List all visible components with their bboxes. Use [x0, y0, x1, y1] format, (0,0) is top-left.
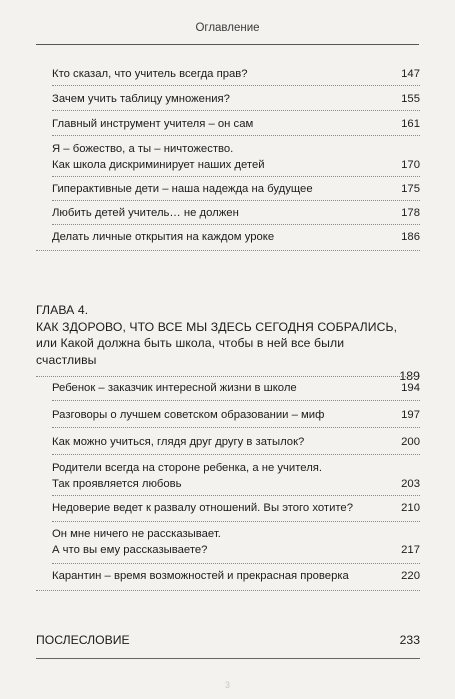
toc-entry[interactable] [52, 460, 420, 492]
header-rule [36, 44, 419, 45]
chapter-label: ГЛАВА 4. [36, 303, 89, 317]
toc-entry[interactable] [52, 181, 420, 197]
toc-entry[interactable] [52, 526, 420, 558]
afterword-page: 233 [399, 633, 420, 647]
section-divider [36, 590, 420, 591]
entry-title: Ребенок – заказчик интересной жизни в школе [52, 382, 297, 394]
toc-entry[interactable] [52, 66, 420, 82]
entry-page: 147 [401, 68, 420, 80]
entry-page: 217 [401, 544, 420, 556]
chapter-title-line: или Какой должна быть школа, чтобы в ней все были [36, 336, 345, 350]
entry-title-line: Он мне ничего не рассказывает. [52, 528, 221, 540]
entry-divider [52, 427, 420, 428]
entry-page: 170 [401, 159, 420, 171]
footer-rule [36, 658, 420, 659]
section-divider [36, 250, 420, 251]
entry-divider [52, 110, 420, 111]
entry-title-line: Я – божество, а ты – ничтожество. [52, 143, 234, 155]
chapter-heading[interactable] [36, 302, 420, 385]
toc-entry[interactable] [52, 434, 420, 450]
section-divider [36, 376, 420, 377]
toc-entry[interactable] [52, 500, 420, 516]
entry-divider [52, 135, 420, 136]
toc-entry[interactable] [52, 91, 420, 107]
entry-divider [52, 200, 420, 201]
toc-entry[interactable] [52, 380, 420, 396]
entry-divider [52, 85, 420, 86]
entry-page: 186 [401, 231, 420, 243]
entry-page: 178 [401, 207, 420, 219]
toc-entry[interactable] [52, 229, 420, 245]
entry-title-line: Так проявляется любовь [52, 478, 182, 490]
entry-title: Разговоры о лучшем советском образовании – миф [52, 409, 325, 421]
entry-page: 155 [401, 93, 420, 105]
page-number: 3 [224, 680, 230, 690]
entry-divider [52, 454, 420, 455]
entry-title: Как можно учиться, глядя друг другу в затылок? [52, 436, 305, 448]
afterword-title: ПОСЛЕСЛОВИЕ [36, 633, 130, 647]
entry-divider [52, 176, 420, 177]
entry-page: 194 [401, 382, 420, 394]
entry-page: 161 [401, 118, 420, 130]
toc-entry[interactable] [52, 205, 420, 221]
entry-page: 203 [401, 478, 420, 490]
toc-entry[interactable] [52, 116, 420, 132]
entry-title: Кто сказал, что учитель всегда прав? [52, 68, 248, 80]
entry-title-line: Родители всегда на стороне ребенка, а не учителя. [52, 462, 323, 474]
entry-title: Гиперактивные дети – наша надежда на будущее [52, 183, 313, 195]
entry-page: 197 [401, 409, 420, 421]
entry-divider [52, 495, 420, 496]
entry-page: 200 [401, 436, 420, 448]
entry-title: Недоверие ведет к развалу отношений. Вы этого хотите? [52, 502, 353, 514]
chapter-title-line: КАК ЗДОРОВО, ЧТО ВСЕ МЫ ЗДЕСЬ СЕГОДНЯ СОБРАЛИСЬ, [36, 319, 398, 334]
toc-entry[interactable] [52, 407, 420, 423]
entry-page: 175 [401, 183, 420, 195]
entry-divider [52, 400, 420, 401]
entry-title-line: А что вы ему рассказываете? [52, 544, 208, 556]
entry-title-line: Как школа дискриминирует наших детей [52, 159, 265, 171]
entry-divider [52, 224, 420, 225]
entry-title: Карантин – время возможностей и прекрасная проверка [52, 570, 349, 582]
chapter-page: 189 [399, 369, 420, 383]
entry-title: Делать личные открытия на каждом уроке [52, 231, 275, 243]
entry-page: 220 [401, 570, 420, 582]
entry-title: Главный инструмент учителя – он сам [52, 118, 254, 130]
toc-entry[interactable] [52, 141, 420, 173]
entry-page: 210 [401, 502, 420, 514]
entry-divider [52, 563, 420, 564]
entry-title: Зачем учить таблицу умножения? [52, 93, 230, 105]
running-head: Оглавление [195, 22, 260, 34]
toc-entry[interactable] [52, 568, 420, 584]
entry-title: Любить детей учитель… не должен [52, 207, 239, 219]
afterword-entry[interactable] [36, 632, 420, 648]
entry-divider [52, 521, 420, 522]
chapter-title-line: счастливы [36, 352, 97, 367]
